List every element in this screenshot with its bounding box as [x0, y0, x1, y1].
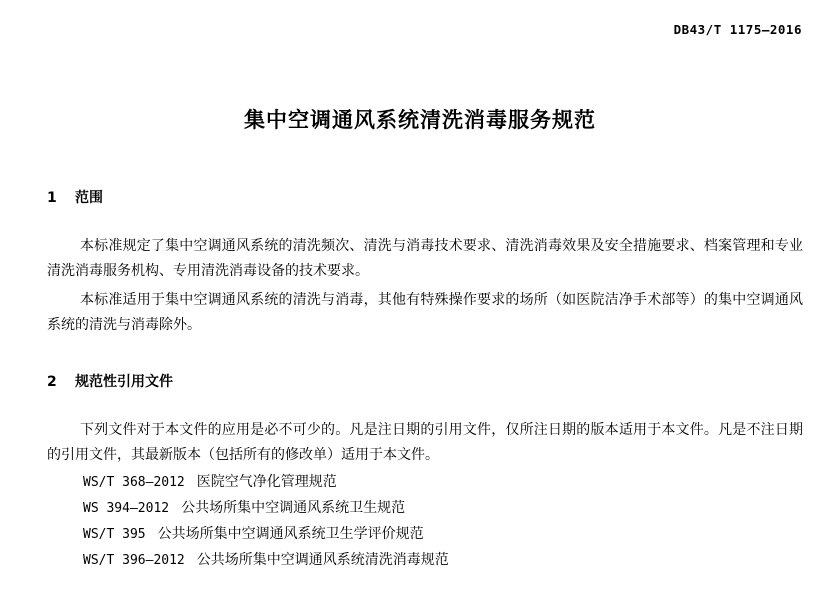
standard-code: DB43/T 1175—2016 — [673, 22, 802, 37]
paragraph-scope-2: 本标准适用于集中空调通风系统的清洗与消毒，其他有特殊操作要求的场所（如医院洁净手术部等）的集中空调通风系统的清洗与消毒除外。 — [47, 292, 803, 333]
reference-code: WS/T 368—2012 — [83, 475, 185, 490]
reference-title: 公共场所集中空调通风系统清洗消毒规范 — [196, 552, 449, 568]
document-title: 集中空调通风系统清洗消毒服务规范 — [244, 108, 596, 132]
section-title: 规范性引用文件 — [75, 374, 173, 390]
section-heading-normative-references — [47, 371, 173, 391]
reference-item — [83, 524, 424, 545]
section-number: 1 — [47, 190, 57, 206]
reference-code: WS/T 395 — [83, 527, 146, 542]
reference-item — [83, 498, 405, 519]
section-heading-scope — [47, 187, 103, 207]
reference-code: WS/T 396—2012 — [83, 553, 185, 568]
reference-title: 公共场所集中空调通风系统卫生学评价规范 — [157, 526, 424, 542]
paragraph-references-intro: 下列文件对于本文件的应用是必不可少的。凡是注日期的引用文件，仅所注日期的版本适用于本文件。凡是不注日期的引用文件，其最新版本（包括所有的修改单）适用于本文件。 — [47, 422, 803, 463]
reference-title: 公共场所集中空调通风系统卫生规范 — [181, 500, 406, 516]
paragraph-scope-1: 本标准规定了集中空调通风系统的清洗频次、清洗与消毒技术要求、清洗消毒效果及安全措施要求、档案管理和专业清洗消毒服务机构、专用清洗消毒设备的技术要求。 — [47, 238, 803, 279]
reference-item — [83, 550, 449, 571]
reference-code: WS 394—2012 — [83, 501, 170, 516]
section-number: 2 — [47, 374, 57, 390]
reference-item — [83, 472, 337, 493]
section-title: 范围 — [75, 190, 103, 206]
reference-title: 医院空气净化管理规范 — [196, 474, 337, 490]
